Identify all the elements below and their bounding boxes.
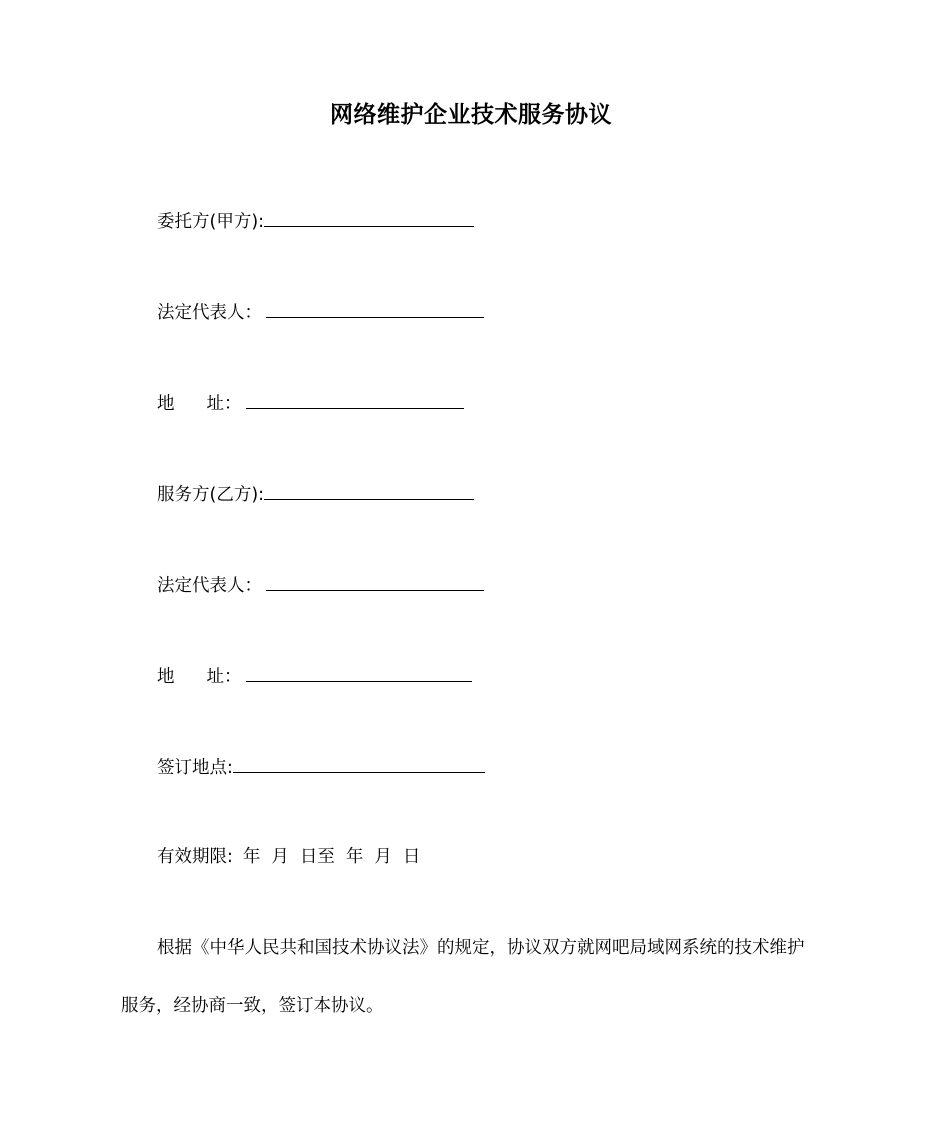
provider-rep-blank	[266, 572, 484, 591]
body-paragraph-line-1: 根据《中华人民共和国技术协议法》的规定，协议双方就网吧局域网系统的技术维护	[157, 938, 805, 958]
provider-address-field	[157, 663, 472, 689]
validity-year-1: 年	[242, 847, 261, 867]
body-paragraph-line-2: 服务，经协商一致，签订本协议。	[121, 996, 384, 1016]
validity-day-to: 日至	[299, 847, 335, 867]
client-blank	[264, 208, 474, 227]
client-address-label-1: 地	[157, 394, 175, 414]
provider-blank	[264, 481, 474, 500]
provider-rep-field	[157, 572, 484, 598]
provider-label: 服务方(乙方):	[157, 485, 265, 505]
sign-place-blank	[233, 754, 485, 773]
provider-address-label-2: 址：	[206, 667, 242, 687]
validity-year-2: 年	[345, 847, 364, 867]
validity-label: 有效期限:	[157, 847, 233, 867]
client-address-field	[157, 390, 464, 416]
validity-field	[157, 845, 420, 869]
document-title: 网络维护企业技术服务协议	[330, 102, 612, 128]
client-rep-label: 法定代表人：	[157, 303, 262, 323]
sign-place-field	[157, 754, 485, 780]
client-field	[157, 208, 474, 234]
validity-day-2: 日	[402, 847, 421, 867]
sign-place-label: 签订地点:	[157, 758, 233, 778]
client-address-label-2: 址：	[206, 394, 242, 414]
provider-field	[157, 481, 474, 507]
client-rep-blank	[266, 299, 484, 318]
validity-month-1: 月	[271, 847, 289, 867]
provider-address-label-1: 地	[157, 667, 175, 687]
provider-rep-label: 法定代表人：	[157, 576, 262, 596]
validity-month-2: 月	[374, 847, 392, 867]
client-address-blank	[246, 390, 464, 409]
provider-address-blank	[246, 663, 472, 682]
client-label: 委托方(甲方):	[157, 212, 265, 232]
client-rep-field	[157, 299, 484, 325]
